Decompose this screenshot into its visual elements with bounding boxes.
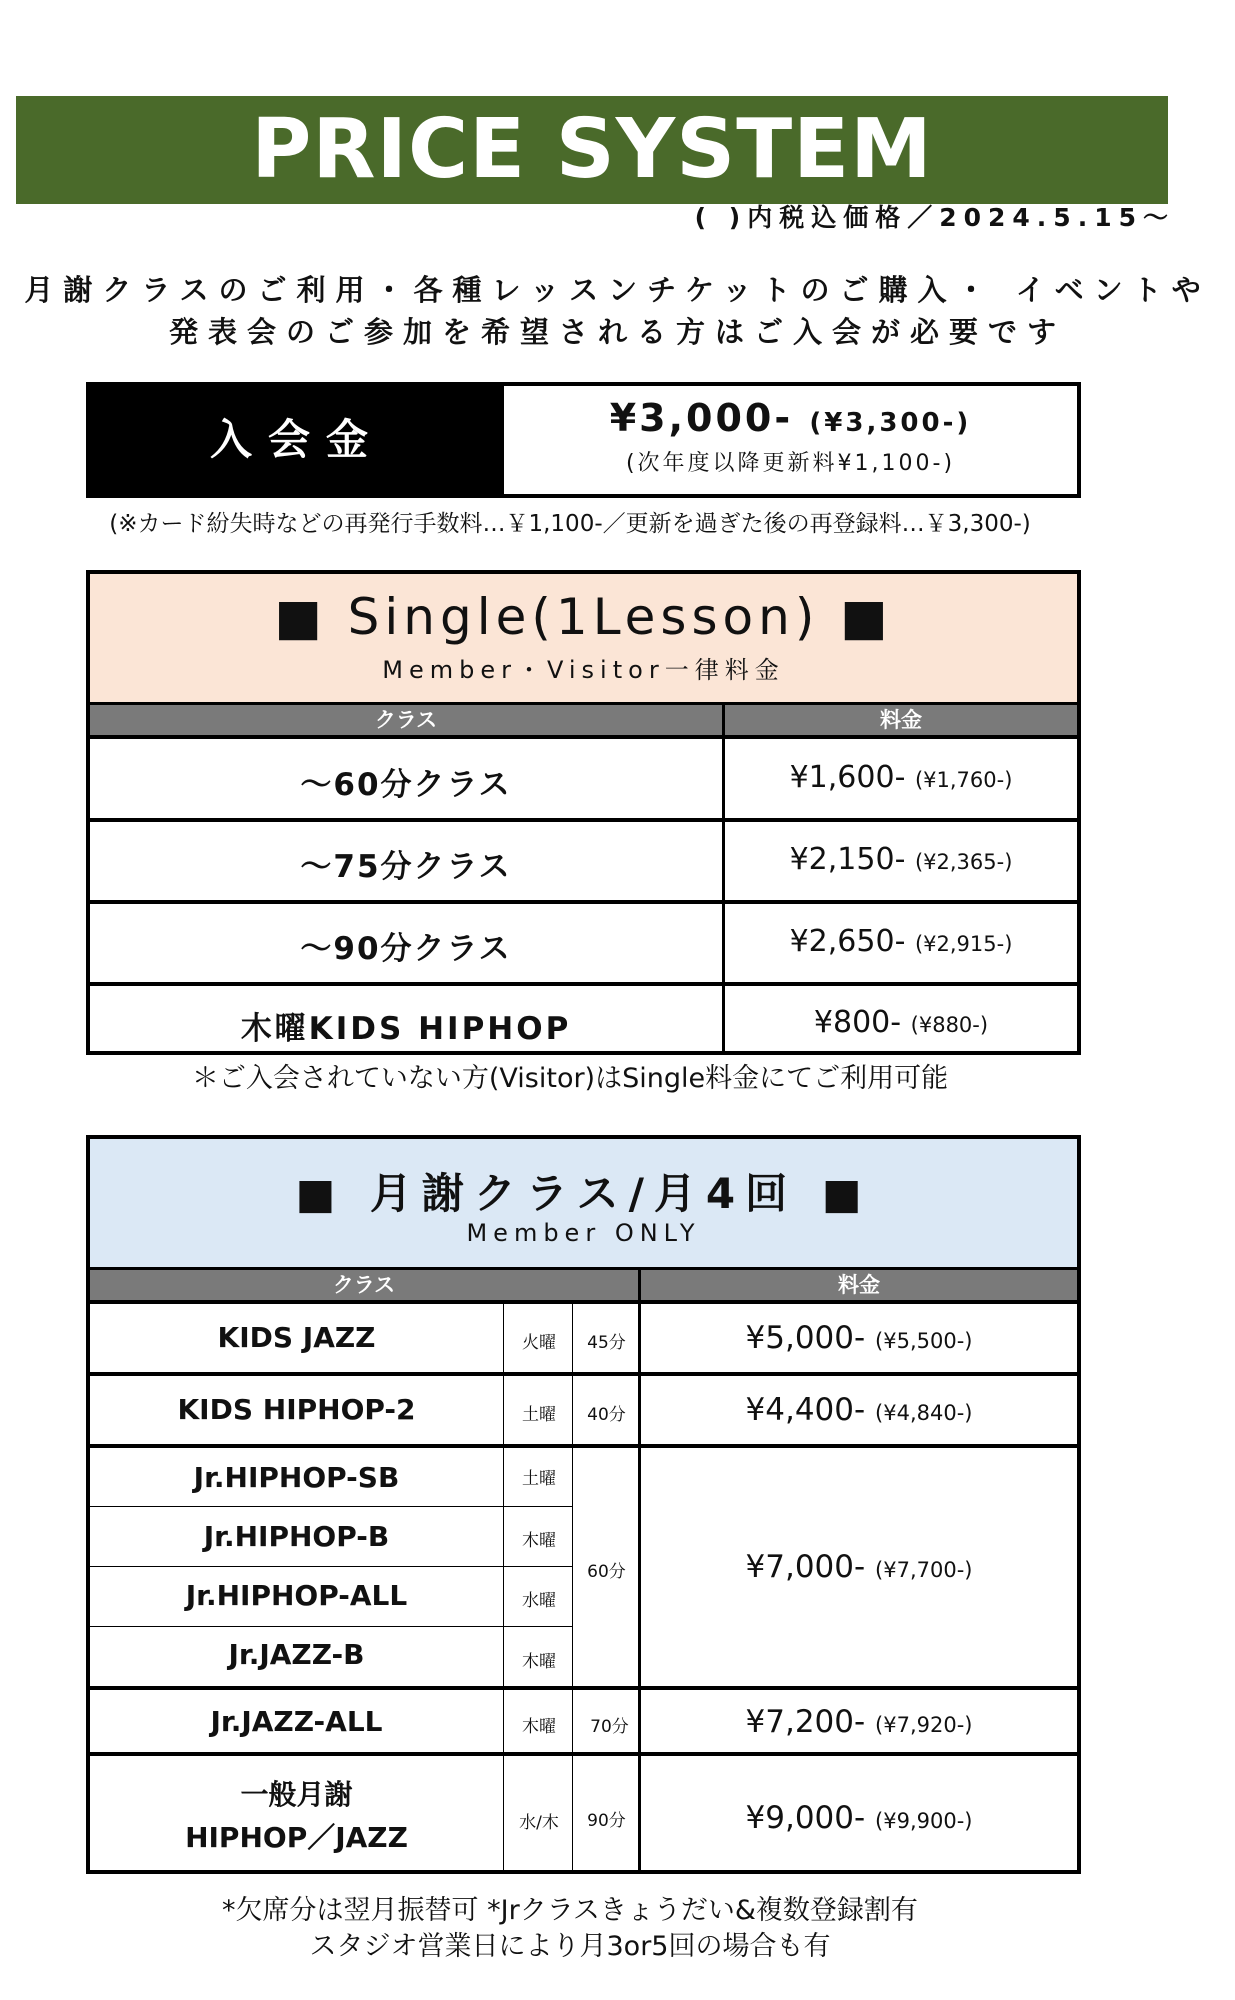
monthly-class: KIDS JAZZ — [217, 1321, 376, 1354]
price: ¥4,400- — [745, 1392, 866, 1428]
monthly-time: 40分 — [587, 1405, 626, 1425]
single-header — [90, 574, 1077, 702]
monthly-price — [641, 1320, 1077, 1356]
monthly-class: Jr.HIPHOP-B — [203, 1520, 390, 1553]
monthly-price — [641, 1392, 1077, 1428]
monthly-price-table — [86, 1135, 1081, 1874]
monthly-class: Jr.HIPHOP-ALL — [185, 1579, 408, 1612]
single-price-table — [86, 570, 1081, 1055]
price-tax: (¥2,365-) — [914, 850, 1013, 874]
price: ¥2,150- — [789, 842, 906, 877]
divider — [90, 1752, 1077, 1756]
footer-note-1: *欠席分は翌月振替可 *Jrクラスきょうだい&複数登録割有 — [222, 1895, 918, 1926]
monthly-price — [641, 1800, 1077, 1836]
monthly-day: 水曜 — [522, 1591, 556, 1611]
divider — [572, 1304, 573, 1870]
monthly-price — [641, 1549, 1077, 1585]
divider — [90, 1444, 1077, 1448]
membership-fee-price — [504, 396, 1077, 440]
price: ¥5,000- — [745, 1320, 866, 1356]
price-tax: (¥7,920-) — [875, 1713, 973, 1737]
monthly-time: 90分 — [587, 1811, 626, 1831]
monthly-class: 一般月謝 — [240, 1778, 353, 1811]
monthly-class: KIDS HIPHOP-2 — [177, 1393, 416, 1426]
single-class: 木曜KIDS HIPHOP — [240, 1011, 572, 1047]
monthly-day: 水/木 — [519, 1813, 559, 1833]
single-class: ～90分クラス — [300, 931, 512, 967]
membership-price-tax: (¥3,300-) — [809, 408, 972, 438]
monthly-class: Jr.JAZZ-ALL — [210, 1705, 383, 1738]
divider — [503, 1304, 504, 1870]
monthly-day: 木曜 — [522, 1717, 556, 1737]
price-tax: (¥9,900-) — [875, 1809, 973, 1833]
monthly-time: 45分 — [587, 1333, 626, 1353]
price: ¥9,000- — [745, 1800, 866, 1836]
single-class: ～75分クラス — [300, 849, 512, 885]
price-tax: (¥5,500-) — [875, 1329, 973, 1353]
intro-line-1: 月謝クラスのご利用・各種レッスンチケットのご購入・ イベントや — [24, 273, 1211, 307]
price-tax: (¥2,915-) — [914, 932, 1013, 956]
page-title: PRICE SYSTEM — [251, 102, 933, 197]
membership-price: ¥3,000- — [609, 396, 794, 440]
price: ¥800- — [813, 1005, 902, 1040]
single-price — [725, 842, 1077, 877]
single-class: ～60分クラス — [300, 767, 512, 803]
column-price: 料金 — [838, 1273, 880, 1297]
membership-renewal: (次年度以降更新料¥1,100-) — [625, 451, 956, 476]
monthly-day: 土曜 — [522, 1405, 556, 1425]
single-subtitle: Member・Visitor一律料金 — [382, 656, 785, 684]
divider — [90, 1300, 1077, 1304]
price: ¥2,650- — [789, 924, 906, 959]
single-note: ＊ご入会されていない方(Visitor)はSingle料金にてご利用可能 — [191, 1063, 949, 1094]
monthly-day: 木曜 — [522, 1531, 556, 1551]
price-tax: (¥7,700-) — [875, 1558, 973, 1582]
intro-line-2: 発表会のご参加を希望される方はご入会が必要です — [168, 315, 1066, 349]
membership-fee-label: 入会金 — [209, 415, 384, 464]
column-class: クラス — [332, 1273, 396, 1297]
divider — [90, 1506, 572, 1507]
divider — [90, 982, 1077, 986]
divider — [90, 1686, 1077, 1690]
divider — [90, 1626, 572, 1627]
price-tax: (¥1,760-) — [914, 768, 1013, 792]
monthly-time: 70分 — [590, 1717, 629, 1737]
monthly-subtitle: Member ONLY — [466, 1219, 701, 1247]
footer-note-2: スタジオ営業日により月3or5回の場合も有 — [309, 1931, 831, 1962]
single-title: ■ Single(1Lesson) ■ — [274, 588, 893, 646]
tax-date-note: ( )内税込価格／2024.5.15～ — [694, 203, 1175, 232]
divider — [90, 1566, 572, 1567]
monthly-price — [641, 1704, 1077, 1740]
monthly-day: 火曜 — [522, 1333, 556, 1353]
single-column-header — [90, 705, 1077, 735]
monthly-title: ■ 月謝クラス/月4回 ■ — [295, 1169, 872, 1218]
divider — [90, 735, 1077, 739]
monthly-class-sub: HIPHOP／JAZZ — [185, 1821, 408, 1854]
single-price — [725, 924, 1077, 959]
price: ¥7,000- — [745, 1549, 866, 1585]
price-tax: (¥4,840-) — [875, 1401, 973, 1425]
price-tax: (¥880-) — [910, 1013, 989, 1037]
single-price — [725, 1005, 1077, 1040]
column-price: 料金 — [880, 708, 922, 732]
column-class: クラス — [374, 708, 438, 732]
price: ¥1,600- — [789, 760, 906, 795]
divider — [90, 1372, 1077, 1376]
monthly-class: Jr.HIPHOP-SB — [193, 1461, 400, 1494]
monthly-header — [90, 1139, 1077, 1267]
divider — [90, 818, 1077, 822]
divider — [90, 900, 1077, 904]
monthly-class: Jr.JAZZ-B — [228, 1638, 365, 1671]
price: ¥7,200- — [745, 1704, 866, 1740]
membership-fee-box — [86, 382, 1081, 498]
divider — [722, 705, 725, 1051]
monthly-day: 木曜 — [522, 1652, 556, 1672]
monthly-day: 土曜 — [522, 1469, 556, 1489]
monthly-time: 60分 — [587, 1562, 626, 1582]
monthly-column-header — [90, 1270, 1077, 1300]
single-price — [725, 760, 1077, 795]
membership-note: (※カード紛失時などの再発行手数料…￥1,100-／更新を過ぎた後の再登録料…￥3,300-) — [109, 511, 1031, 537]
